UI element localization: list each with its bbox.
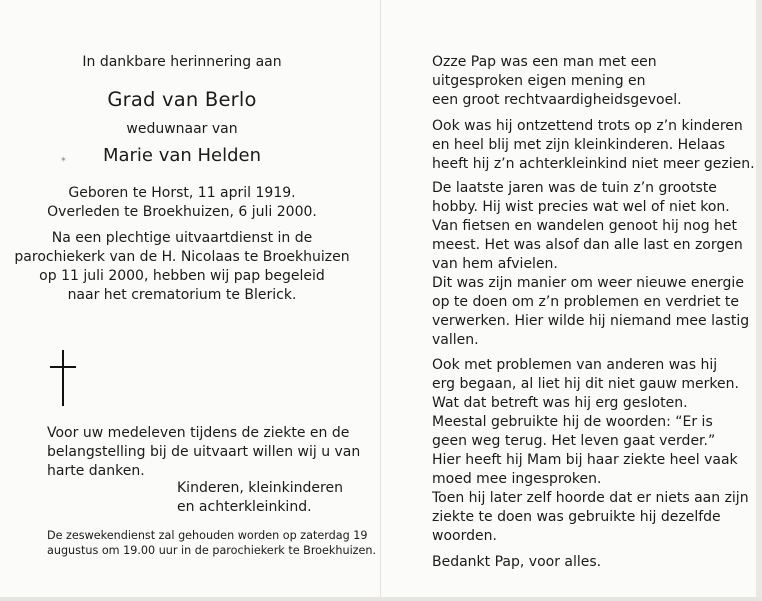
birth-line: Geboren te Horst, 11 april 1919. [68,185,296,201]
speck-mark: ✶ [60,155,67,164]
story-line: Ook was hij ontzettend trots op z’n kinderen [432,118,743,134]
card-edge-right [756,0,762,601]
story-line: hobby. Hij wist precies wat wel of niet kon. [432,199,730,215]
notice-line: De zeswekendienst zal gehouden worden op zaterdag 19 [47,529,368,542]
story-line: een groot rechtvaardigheidsgevoel. [432,92,682,108]
story-line: uitgesproken eigen mening en [432,73,646,89]
service-line: naar het crematorium te Blerick. [67,287,297,303]
thanks-line: harte danken. [47,463,145,479]
notice-line: augustus om 19.00 uur in de parochiekerk te Broekhuizen. [47,544,377,557]
story-line: Toen hij later zelf hoorde dat er niets aan zijn [432,490,749,506]
story-line: De laatste jaren was de tuin z’n grootste [432,180,717,196]
fold-line [380,0,381,601]
story-line: woorden. [432,528,497,544]
story-line: vallen. [432,332,479,348]
thanks-line: Voor uw medeleven tijdens de ziekte en de [47,425,350,441]
signature-line: en achterkleinkind. [177,499,312,515]
death-line: Overleden te Broekhuizen, 6 juli 2000. [47,204,317,220]
story-line: van hem afvielen. [432,256,558,272]
story-line: erg begaan, al liet hij dit niet gauw merken. [432,376,739,392]
story-line: Wat dat betreft was hij erg gesloten. [432,395,688,411]
story-line: moed mee ingesproken. [432,471,602,487]
spouse-name: Marie van Helden [102,145,262,166]
story-line: verwerken. Hier wilde hij niemand mee lastig [432,313,750,329]
service-line: parochiekerk van de H. Nicolaas te Broekhuizen [14,249,350,265]
card-edge-bottom [0,597,762,601]
service-line: op 11 juli 2000, hebben wij pap begeleid [39,268,325,284]
story-line: Hier heeft hij Mam bij haar ziekte heel vaak [432,452,738,468]
closing-line: Bedankt Pap, voor alles. [432,554,602,570]
signature-line: Kinderen, kleinkinderen [177,480,343,496]
story-line: op te doen om z’n problemen en verdriet te [432,294,740,310]
deceased-name: Grad van Berlo [107,88,257,111]
story-line: Meestal gebruikte hij de woorden: “Er is [432,414,713,430]
cross-icon [50,350,76,406]
thanks-line: belangstelling bij de uitvaart willen wij u van [47,444,361,460]
story-line: heeft hij z’n achterkleinkind niet meer gezien. [432,156,755,172]
story-line: meest. Het was alsof dan alle last en zorgen [432,237,743,253]
story-line: ziekte te doen was gebruikte hij dezelfde [432,509,721,525]
service-line: Na een plechtige uitvaartdienst in de [51,230,313,246]
intro-text: In dankbare herinnering aan [82,54,282,70]
story-line: Van fietsen en wandelen genoot hij nog het [432,218,738,234]
story-line: en heel blij met zijn kleinkinderen. Helaas [432,137,726,153]
story-line: Dit was zijn manier om weer nieuwe energie [432,275,744,291]
story-line: Ook met problemen van anderen was hij [432,357,718,373]
story-line: Ozze Pap was een man met een [432,54,657,70]
relation-text: weduwnaar van [126,121,238,137]
story-line: geen weg terug. Het leven gaat verder.” [432,433,716,449]
